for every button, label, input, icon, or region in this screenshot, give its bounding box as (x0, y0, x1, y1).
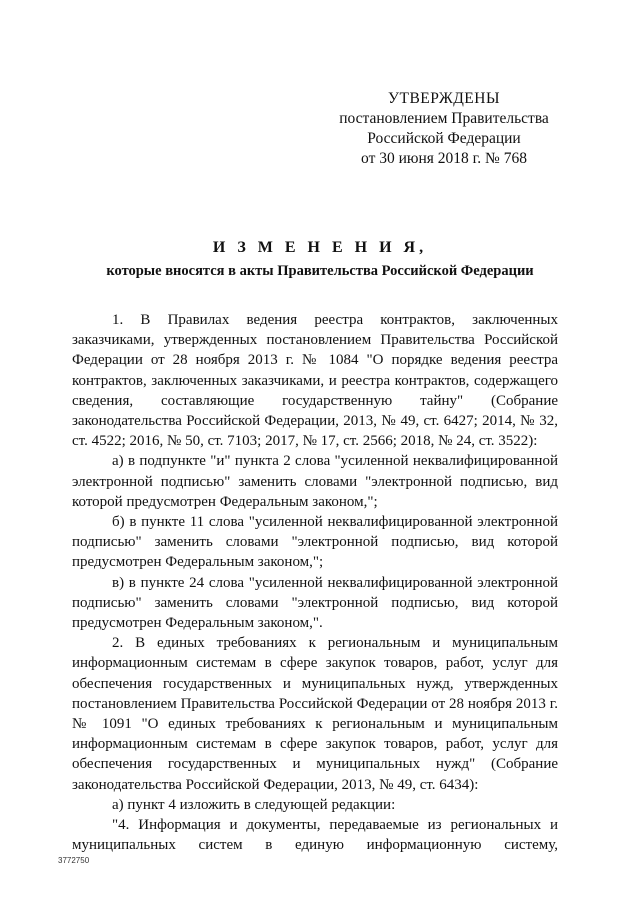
document-subtitle: которые вносятся в акты Правительства Российской Федерации (106, 263, 534, 279)
approval-line: постановлением Правительства (339, 110, 549, 127)
approval-date-number: от 30 июня 2018 г. № 768 (361, 150, 527, 167)
paragraph-2a: а) пункт 4 изложить в следующей редакции: (112, 796, 396, 813)
document-number: 3772750 (58, 856, 90, 865)
paragraph-1a: а) в подпункте "и" пункта 2 слова "усиленной неквалифицированной электронной подписью" заменить словами "электронной подписью, вид которой предусмотрен Федеральным законом,"; (72, 453, 558, 510)
paragraph-1b: б) в пункте 11 слова "усиленной неквалифицированной электронной подписью" заменить словами "электронной подписью, вид которой предусмотрен Федеральным законом,"; (72, 514, 558, 571)
approval-line: Российской Федерации (367, 130, 521, 147)
document-body (72, 310, 558, 855)
paragraph-2: 2. В единых требованиях к региональным и муниципальным информационным системам в сфере закупок товаров, работ, услуг для обеспечения государственных и муниципальных нужд, утвержденных постановлением Правительства Российской Федерации от 28 ноября 2013 г. № 1091 "О единых требованиях к региональным и муниципальным информационным системам в сфере закупок товаров, работ, услуг для обеспечения государственных и муниципальных нужд" (Собрание законодательства Российской Федерации, 2013, № 49, ст. 6434): (72, 635, 558, 793)
paragraph-1: 1. В Правилах ведения реестра контрактов, заключенных заказчиками, утвержденных постановлением Правительства Российской Федерации от 28 ноября 2013 г. № 1084 "О порядке ведения реестра контрактов, заключенных заказчиками, и реестра контрактов, содержащего сведения, составляющие государственную тайну" (Собрание законодательства Российской Федерации, 2013, № 49, ст. 6427; 2014, № 32, ст. 4522; 2016, № 50, ст. 7103; 2017, № 17, ст. 2566; 2018, № 24, ст. 3522): (72, 312, 558, 450)
document-title: И З М Е Н Е Н И Я, (212, 239, 428, 256)
approval-stamp (328, 89, 560, 169)
paragraph-quote-4: "4. Информация и документы, передаваемые из региональных и муниципальных систем в единую информационную систему, (72, 817, 558, 854)
paragraph-1c: в) в пункте 24 слова "усиленной неквалифицированной электронной подписью" заменить словами "электронной подписью, вид которой предусмотрен Федеральным законом,". (72, 574, 558, 632)
approval-heading: УТВЕРЖДЕНЫ (388, 90, 500, 107)
